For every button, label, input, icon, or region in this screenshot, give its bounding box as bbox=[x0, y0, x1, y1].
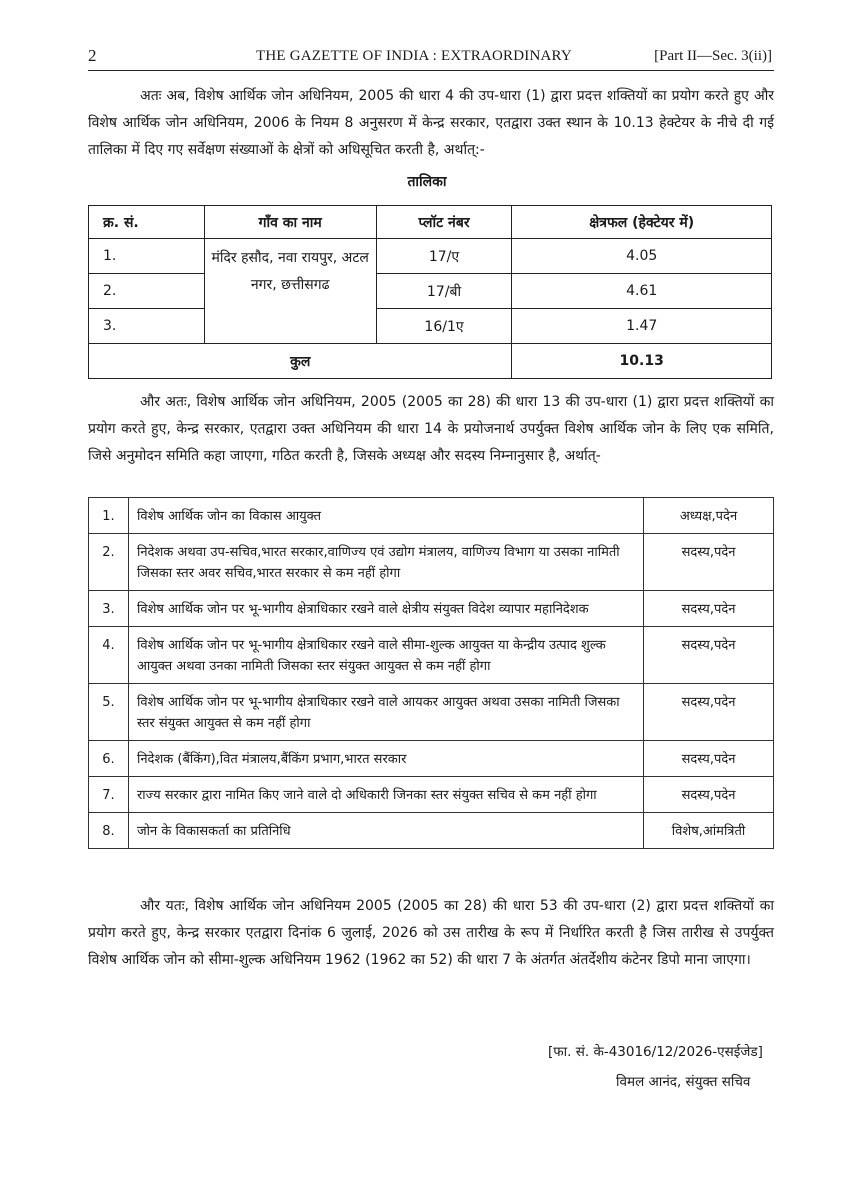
cell-member: विशेष आर्थिक जोन पर भू-भागीय क्षेत्राधिकार रखने वाले क्षेत्रीय संयुक्त विदेश व्यापार महानिदेशक bbox=[128, 591, 643, 627]
cell-sno: 6. bbox=[89, 741, 129, 777]
cell-role: सदस्य,पदेन bbox=[644, 591, 774, 627]
cell-member: निदेशक (बैंकिंग),वित मंत्रालय,बैंकिंग प्रभाग,भारत सरकार bbox=[128, 741, 643, 777]
cell-member: राज्य सरकार द्वारा नामित किए जाने वाले दो अधिकारी जिनका स्तर संयुक्त सचिव से कम नहीं होगा bbox=[128, 777, 643, 813]
plot-table bbox=[88, 205, 772, 379]
table-total-row bbox=[89, 344, 772, 379]
table-row bbox=[89, 684, 774, 741]
table-header-row bbox=[89, 206, 772, 239]
table-row bbox=[89, 309, 772, 344]
cell-plot: 17/ए bbox=[376, 239, 512, 274]
table-row bbox=[89, 741, 774, 777]
paragraph-icd-date: और यतः, विशेष आर्थिक जोन अधिनियम 2005 (2005 का 28) की धारा 53 की उप-धारा (2) द्वारा प्रदत्त शक्तियों का प्रयोग करते हुए, केन्द्र सरकार एतद्वारा दिनांक 6 जुलाई, 2026 को उस तारीख के रूप में निर्धारित करती है जिस तारीख से उपर्युक्त विशेष आर्थिक जोन को सीमा-शुल्क अधिनियम 1962 (1962 का 52) की धारा 7 के अंतर्गत अंतर्देशीय कंटेनर डिपो माना जाएगा। bbox=[88, 898, 774, 968]
cell-area: 4.05 bbox=[512, 239, 772, 274]
cell-role: सदस्य,पदेन bbox=[644, 777, 774, 813]
cell-sno: 2. bbox=[89, 274, 205, 309]
cell-area: 1.47 bbox=[512, 309, 772, 344]
cell-sno: 4. bbox=[89, 627, 129, 684]
cell-sno: 5. bbox=[89, 684, 129, 741]
cell-role: सदस्य,पदेन bbox=[644, 627, 774, 684]
table-caption: तालिका bbox=[407, 174, 447, 190]
cell-member: जोन के विकासकर्ता का प्रतिनिधि bbox=[128, 813, 643, 849]
cell-plot: 16/1ए bbox=[376, 309, 512, 344]
header-rule bbox=[88, 70, 774, 71]
part-section: [Part II—Sec. 3(ii)] bbox=[654, 48, 772, 64]
table-row bbox=[89, 813, 774, 849]
table-row bbox=[89, 239, 772, 274]
paragraph-notification: अतः अब, विशेष आर्थिक जोन अधिनियम, 2005 की धारा 4 की उप-धारा (1) द्वारा प्रदत्त शक्तियों का प्रयोग करते हुए और विशेष आर्थिक जोन अधिनियम, 2006 के नियम 8 अनुसरण में केन्द्र सरकार, एतद्वारा उक्त स्थान के 10.13 हेक्टेयर के नीचे दी गई तालिका में दिए गए सर्वेक्षण संख्याओं के क्षेत्रों को अधिसूचित करती है, अर्थात्:- bbox=[88, 88, 774, 158]
cell-member: विशेष आर्थिक जोन का विकास आयुक्त bbox=[128, 498, 643, 534]
committee-table bbox=[88, 497, 774, 849]
cell-role: अध्यक्ष,पदेन bbox=[644, 498, 774, 534]
cell-role: सदस्य,पदेन bbox=[644, 741, 774, 777]
table-row bbox=[89, 627, 774, 684]
gazette-title: THE GAZETTE OF INDIA : EXTRAORDINARY bbox=[256, 48, 572, 64]
cell-member: निदेशक अथवा उप-सचिव,भारत सरकार,वाणिज्य एवं उद्योग मंत्रालय, वाणिज्य विभाग या उसका नामिती जिसका स्तर अवर सचिव,भारत सरकार से कम नहीं होगा bbox=[128, 534, 643, 591]
cell-sno: 8. bbox=[89, 813, 129, 849]
file-number: [फा. सं. के-43016/12/2026-एसईजेड] bbox=[548, 1044, 763, 1060]
cell-sno: 1. bbox=[89, 239, 205, 274]
table-row bbox=[89, 274, 772, 309]
table-row bbox=[89, 534, 774, 591]
signatory: विमल आनंद, संयुक्त सचिव bbox=[616, 1074, 751, 1090]
page-header bbox=[88, 44, 772, 68]
total-label: कुल bbox=[89, 344, 512, 379]
cell-sno: 3. bbox=[89, 309, 205, 344]
cell-role: विशेष,आंमत्रिती bbox=[644, 813, 774, 849]
paragraph-committee: और अतः, विशेष आर्थिक जोन अधिनियम, 2005 (2005 का 28) की धारा 13 की उप-धारा (1) द्वारा प्रदत्त शक्तियों का प्रयोग करते हुए, केन्द्र सरकार, एतद्वारा उक्त अधिनियम की धारा 14 के प्रयोजनार्थ उपर्युक्त विशेष आर्थिक जोन के लिए एक समिति, जिसे अनुमोदन समिति कहा जाएगा, गठित करती है, जिसके अध्यक्ष और सदस्य निम्नानुसार है, अर्थात्- bbox=[88, 394, 774, 464]
page-number: 2 bbox=[88, 46, 97, 65]
cell-village: मंदिर हसौद, नवा रायपुर, अटल नगर, छत्तीसगढ bbox=[204, 239, 376, 344]
cell-role: सदस्य,पदेन bbox=[644, 534, 774, 591]
cell-member: विशेष आर्थिक जोन पर भू-भागीय क्षेत्राधिकार रखने वाले सीमा-शुल्क आयुक्त या केन्द्रीय उत्पाद शुल्क आयुक्त अथवा उनका नामिती जिसका स्तर संयुक्त आयुक्त से कम नहीं होगा bbox=[128, 627, 643, 684]
table-row bbox=[89, 591, 774, 627]
cell-sno: 2. bbox=[89, 534, 129, 591]
cell-sno: 1. bbox=[89, 498, 129, 534]
table-row bbox=[89, 777, 774, 813]
cell-sno: 7. bbox=[89, 777, 129, 813]
total-value: 10.13 bbox=[512, 344, 772, 379]
header-plot: प्लॉट नंबर bbox=[376, 206, 512, 239]
cell-area: 4.61 bbox=[512, 274, 772, 309]
cell-role: सदस्य,पदेन bbox=[644, 684, 774, 741]
header-village: गाँव का नाम bbox=[204, 206, 376, 239]
cell-plot: 17/बी bbox=[376, 274, 512, 309]
header-area: क्षेत्रफल (हेक्टेयर में) bbox=[512, 206, 772, 239]
cell-member: विशेष आर्थिक जोन पर भू-भागीय क्षेत्राधिकार रखने वाले आयकर आयुक्त अथवा उसका नामिती जिसका स्तर संयुक्त आयुक्त से कम नहीं होगा bbox=[128, 684, 643, 741]
header-sno: क्र. सं. bbox=[89, 206, 205, 239]
cell-sno: 3. bbox=[89, 591, 129, 627]
table-row bbox=[89, 498, 774, 534]
